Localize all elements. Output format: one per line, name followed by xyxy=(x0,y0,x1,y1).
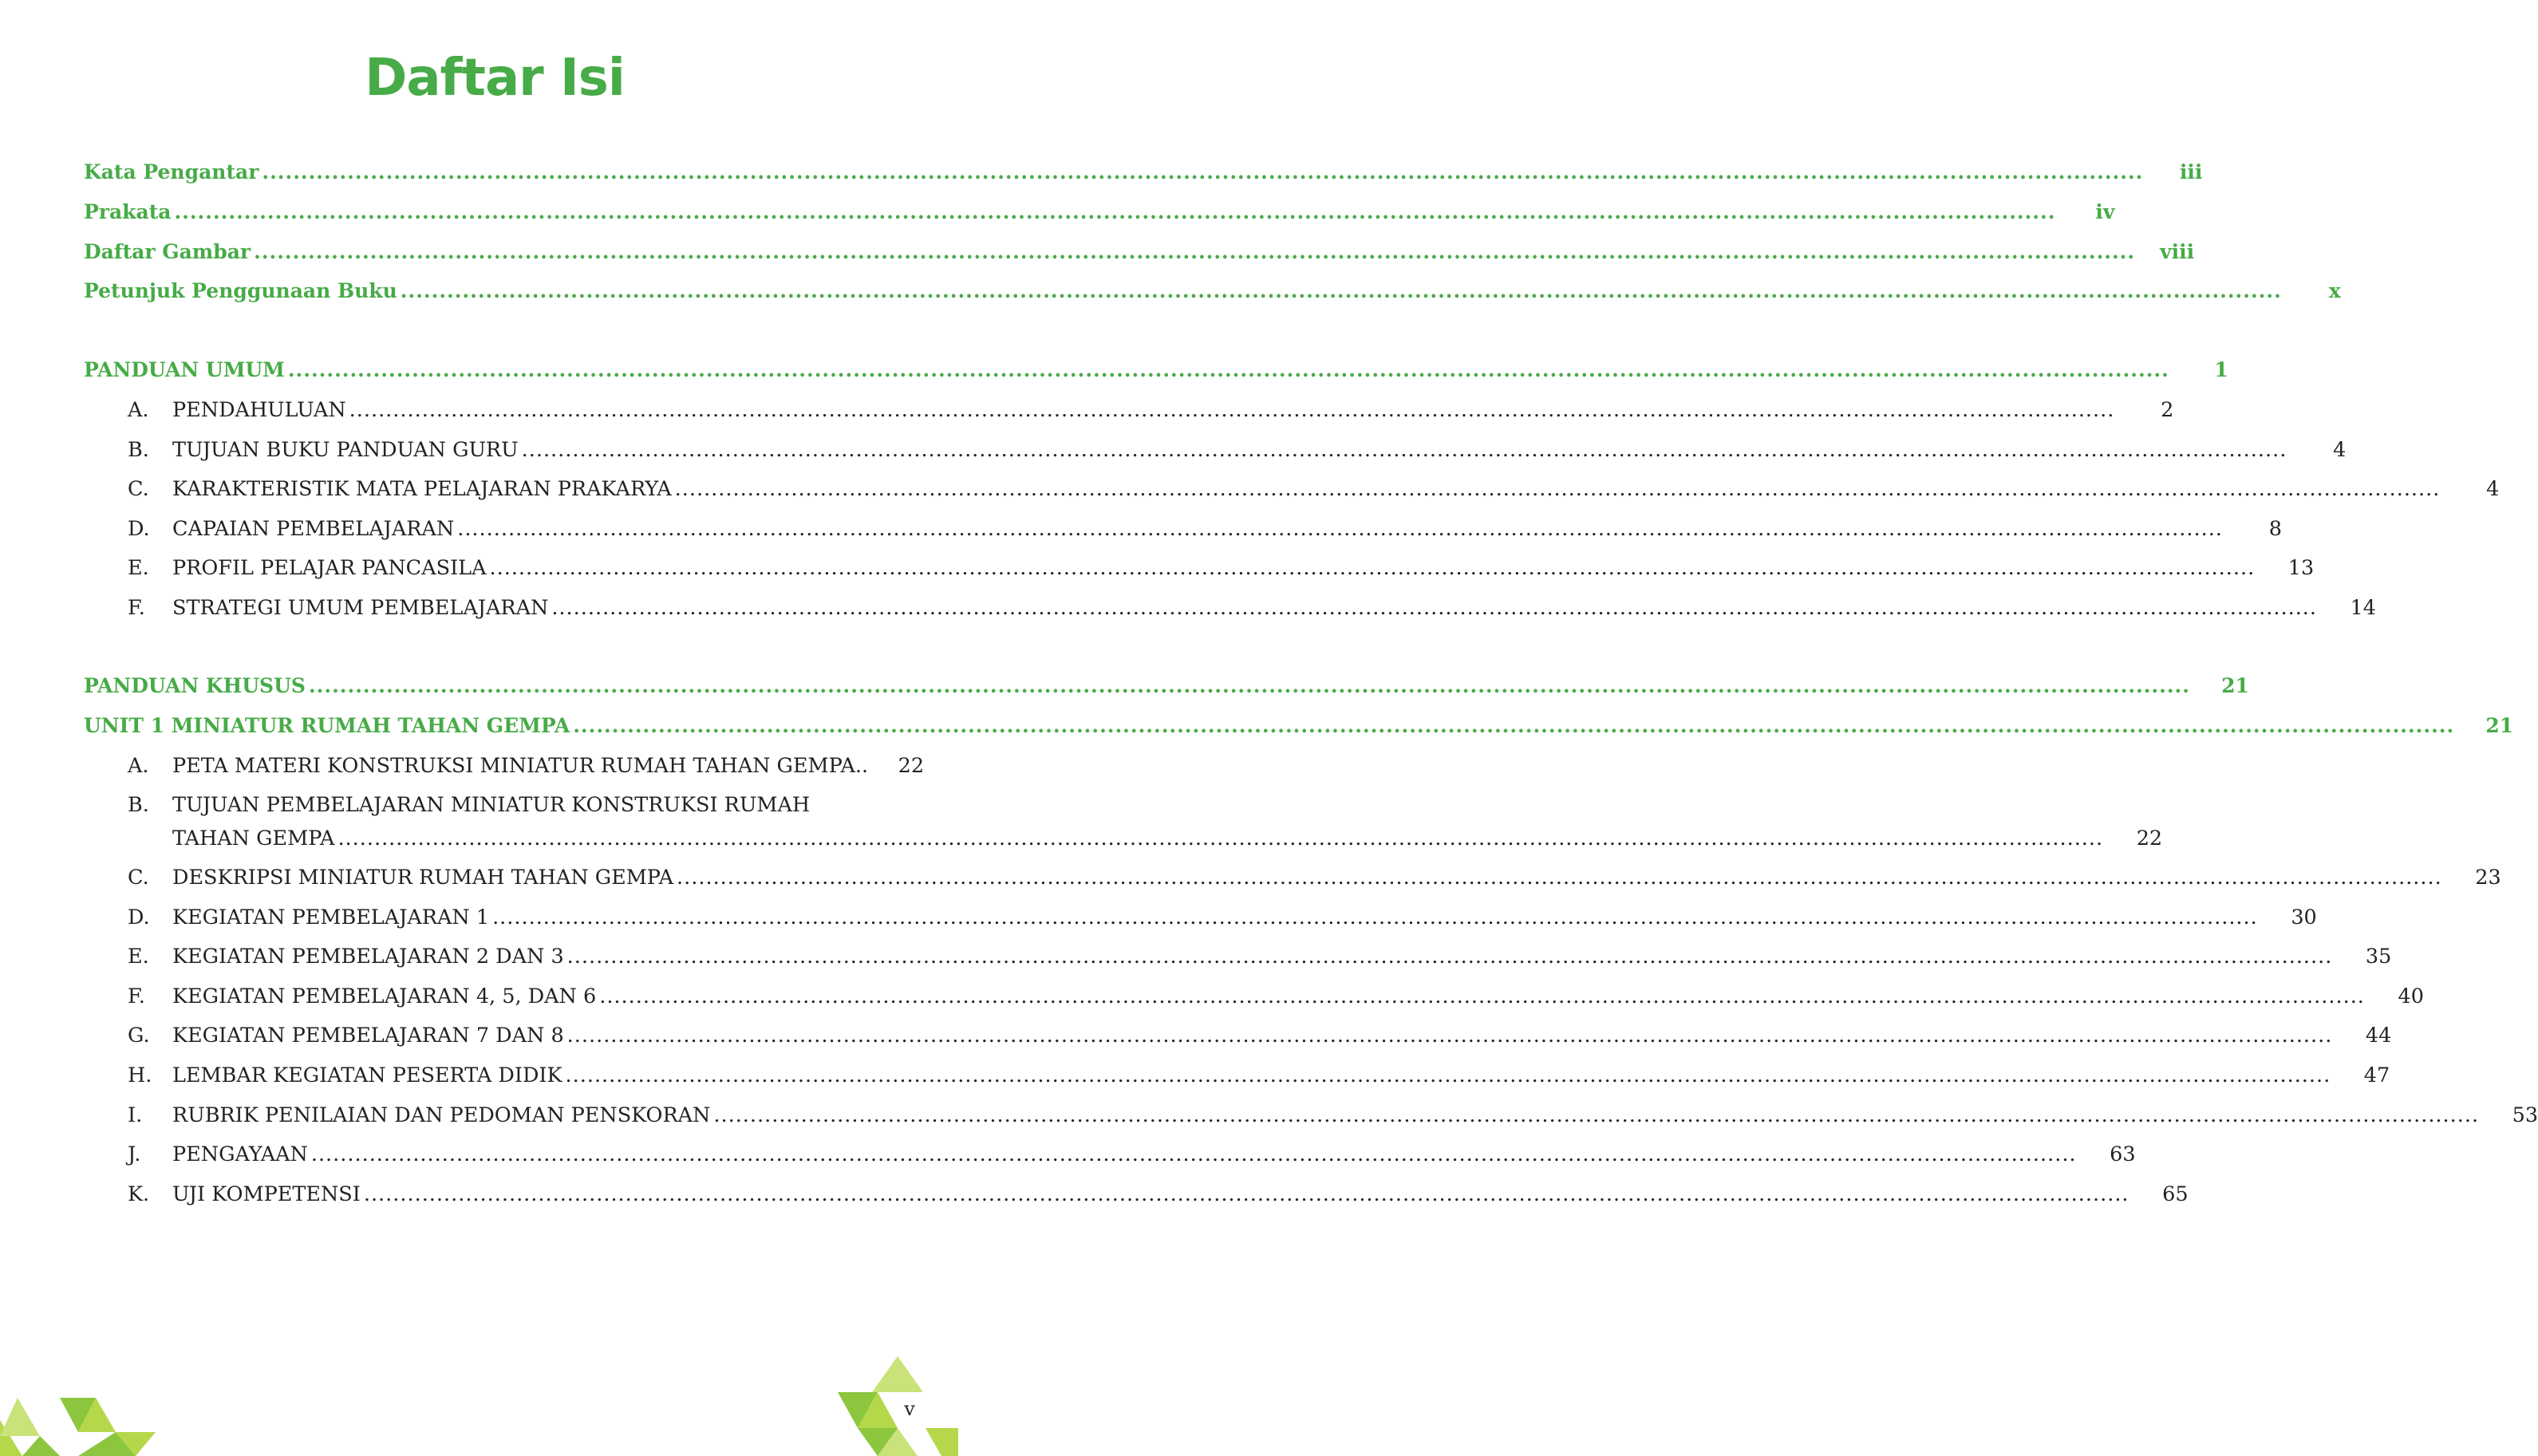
page-number: v xyxy=(904,1398,915,1420)
toc-entry-text: KEGIATAN PEMBELAJARAN 2 DAN 3 xyxy=(172,945,564,969)
toc-entry-letter: G. xyxy=(128,1024,150,1048)
toc-entry-text: CAPAIAN PEMBELAJARAN xyxy=(172,517,455,541)
toc-entry-text: PETA MATERI KONSTRUKSI MINIATUR RUMAH TAHAN GEMPA.. xyxy=(172,754,869,778)
toc-entry-text: PANDUAN KHUSUS xyxy=(84,674,306,697)
toc-entry-text: LEMBAR KEGIATAN PESERTA DIDIK xyxy=(172,1063,562,1087)
toc-entry-letter: D. xyxy=(128,517,150,541)
toc-entry-page: 63 xyxy=(2110,1142,2136,1166)
toc-entry-page: 53 xyxy=(2512,1103,2538,1127)
toc-entry-page: 23 xyxy=(2475,866,2501,890)
toc-entry-text: DESKRIPSI MINIATUR RUMAH TAHAN GEMPA xyxy=(172,866,674,890)
toc-entry-letter: K. xyxy=(128,1182,150,1206)
toc-entry-text: UJI KOMPETENSI xyxy=(172,1182,361,1206)
toc-entry-text: KEGIATAN PEMBELAJARAN 7 DAN 8 xyxy=(172,1024,564,1048)
toc-entry-letter: B. xyxy=(128,438,149,462)
leader-dots xyxy=(713,1101,2479,1130)
toc-entry-text: KEGIATAN PEMBELAJARAN 1 xyxy=(172,906,490,929)
toc-entry-letter: F. xyxy=(128,596,145,620)
toc-entry-letter: C. xyxy=(128,866,149,890)
toc-entry-page: iv xyxy=(2095,200,2115,223)
toc-entry-letter: A. xyxy=(128,754,149,778)
toc-entry-letter: J. xyxy=(128,1142,141,1166)
toc-entry-text: PENGAYAAN xyxy=(172,1142,308,1166)
decorative-triangles xyxy=(0,0,958,1456)
toc-entry-page: 65 xyxy=(2162,1182,2189,1206)
toc-entry-letter: H. xyxy=(128,1063,152,1087)
toc-entry-text: PROFIL PELAJAR PANCASILA xyxy=(172,556,487,580)
toc-entry-page: 21 xyxy=(2485,714,2514,737)
toc-entry-text: PENDAHULUAN xyxy=(172,398,346,422)
toc-entry-text: TUJUAN PEMBELAJARAN MINIATUR KONSTRUKSI RUMAH xyxy=(172,793,811,817)
toc-entry-text: TUJUAN BUKU PANDUAN GURU xyxy=(172,438,519,462)
toc-entry-page: 4 xyxy=(2486,477,2500,501)
toc-entry-page: 35 xyxy=(2365,945,2392,969)
toc-entry-text: UNIT 1 MINIATUR RUMAH TAHAN GEMPA xyxy=(84,714,570,737)
toc-entry-text: Prakata xyxy=(84,200,172,223)
toc-entry-page: viii xyxy=(2160,240,2195,263)
toc-entry-letter: C. xyxy=(128,477,149,501)
toc-entry-page: 22 xyxy=(898,754,925,778)
toc-entry-letter: E. xyxy=(128,945,149,969)
toc-entry-page: 40 xyxy=(2398,984,2424,1008)
toc-entry-page: 1 xyxy=(2214,358,2228,381)
toc-entry-page: 22 xyxy=(2136,827,2163,850)
toc-entry-text: PANDUAN UMUM xyxy=(84,358,285,381)
page-title: Daftar Isi xyxy=(365,49,625,108)
toc-entry-page: 30 xyxy=(2291,906,2317,929)
toc-entry-page: 4 xyxy=(2333,438,2347,462)
bottom-left-triangles xyxy=(0,1398,156,1456)
toc-entry-text: RUBRIK PENILAIAN DAN PEDOMAN PENSKORAN xyxy=(172,1103,711,1127)
toc-entry-page: 21 xyxy=(2221,674,2249,697)
toc-entry-letter: I. xyxy=(128,1103,143,1127)
toc-entry-page: 8 xyxy=(2268,517,2282,541)
toc-entry-page: 2 xyxy=(2161,398,2174,422)
toc-entry-page: x xyxy=(2328,279,2341,302)
toc-entry-page: iii xyxy=(2179,160,2203,183)
toc-entry-text: TAHAN GEMPA xyxy=(172,827,335,850)
toc-entry-text: Kata Pengantar xyxy=(84,160,259,183)
toc-entry-text: Daftar Gambar xyxy=(84,240,251,263)
toc-entry-page: 13 xyxy=(2287,556,2315,580)
toc-entry-letter: F. xyxy=(128,984,145,1008)
toc-entry-text: STRATEGI UMUM PEMBELAJARAN xyxy=(172,596,549,620)
toc-entry-letter: A. xyxy=(128,398,149,422)
toc-entry-page: 47 xyxy=(2363,1063,2390,1087)
toc-entry-page: 14 xyxy=(2350,596,2377,620)
toc-entry-letter: D. xyxy=(128,906,150,929)
toc-entry-letter: E. xyxy=(128,556,149,580)
toc-entry-text: Petunjuk Penggunaan Buku xyxy=(84,279,397,302)
toc-entry-text: KEGIATAN PEMBELAJARAN 4, 5, DAN 6 xyxy=(172,984,597,1008)
toc-entry-text: KARAKTERISTIK MATA PELAJARAN PRAKARYA xyxy=(172,477,672,501)
toc-entry-letter: B. xyxy=(128,793,149,817)
toc-entry-page: 44 xyxy=(2365,1024,2392,1048)
